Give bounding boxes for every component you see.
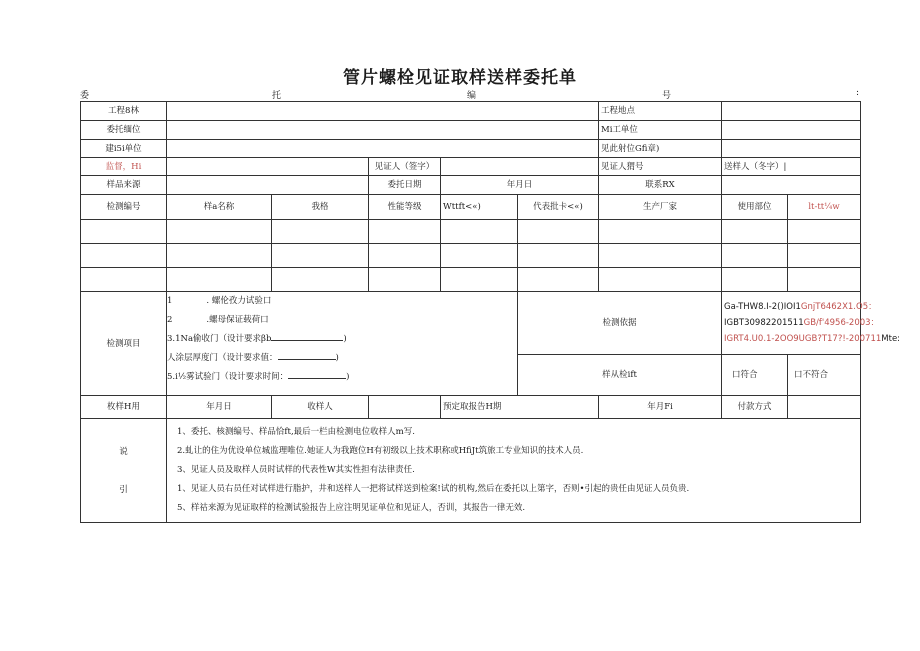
- result-label: 样从检ift: [518, 355, 722, 396]
- commission-number-colon: :: [856, 88, 860, 98]
- receiver-label: 收样人: [272, 396, 369, 419]
- sample-source-label: 样品来源: [81, 176, 167, 195]
- test-item-3[interactable]: 3.1Na偷收门（设计要求βb ): [167, 330, 515, 349]
- commission-form-table: [80, 101, 901, 523]
- col-test-number: 检测编号: [81, 195, 167, 220]
- commission-number-label-3: 编: [467, 91, 477, 101]
- commission-date-label: 委托日期: [369, 176, 441, 195]
- contact-label: 联系RX: [599, 176, 722, 195]
- standard-line-2: IGBT30982201511GB/f'4956-2003：: [724, 318, 880, 328]
- col-quantity: Wttft<«): [441, 195, 518, 220]
- witness-unit-label: 见此射位Gfi章): [599, 140, 722, 158]
- commission-number-label-1: 委: [80, 91, 90, 101]
- project-name-label: 工程8林: [81, 102, 167, 121]
- test-standards: [722, 292, 901, 355]
- build-unit-label: 建i5i单位: [81, 140, 167, 158]
- sample-date-label: 枚样H用: [81, 396, 167, 419]
- col-usage-part: 使用部位: [722, 195, 788, 220]
- fail-checkbox[interactable]: 口不符合: [788, 355, 861, 396]
- witness-sign-field[interactable]: [441, 158, 599, 176]
- table-row: [81, 268, 861, 292]
- construction-unit-field[interactable]: [722, 121, 861, 140]
- table-row: [81, 244, 861, 268]
- receiver-field[interactable]: [369, 396, 441, 419]
- test-item-1[interactable]: 1 . 螺伦孜力试验口: [167, 296, 272, 306]
- project-site-label: 工程地点: [599, 102, 722, 121]
- col-remark: lt-tt¼w: [788, 195, 861, 220]
- supervisor-label: 监督，Hi: [81, 158, 167, 176]
- report-date-value: 年月Fi: [599, 396, 722, 419]
- test-item-2[interactable]: 2 .螺母保证载荷口: [167, 315, 269, 325]
- commission-date-value: 年月日: [441, 176, 599, 195]
- col-manufacturer: 生产厂家: [599, 195, 722, 220]
- pass-checkbox[interactable]: 口符合: [722, 355, 788, 396]
- standard-line-1: Ga-THW8.I-2()IOI1GnjT6462X1.O5：: [724, 302, 877, 312]
- col-grade: 性能等级: [369, 195, 441, 220]
- test-items-label: 检测项目: [81, 292, 167, 396]
- construction-unit-label: Mi工单位: [599, 121, 722, 140]
- supervisor-field[interactable]: [167, 158, 369, 176]
- col-sample-name: 样a名称: [167, 195, 272, 220]
- notes-label-bottom: 引: [119, 484, 128, 495]
- test-items-list: [167, 292, 518, 396]
- table-row: [81, 220, 861, 244]
- notes-label: [81, 419, 167, 523]
- payment-field[interactable]: [788, 396, 861, 419]
- sender-sign-label: 送样人（冬字）|: [722, 158, 861, 176]
- build-unit-field[interactable]: [167, 140, 599, 158]
- project-name-field[interactable]: [167, 102, 599, 121]
- client-unit-field[interactable]: [167, 121, 599, 140]
- col-spec: 我格: [272, 195, 369, 220]
- sample-date-value: 年月日: [167, 396, 272, 419]
- notes-content: [167, 419, 861, 523]
- report-date-label: 预定取报告H期: [441, 396, 599, 419]
- commission-number-label-2: 托: [272, 91, 282, 101]
- client-unit-label: 委托缅位: [81, 121, 167, 140]
- note-2: 2.虬让的住为优设单位城监理唯位.她证人为我跑位H有初级以上技术职称或HfiJt筑旅工专业知识的技术人员.: [177, 446, 584, 456]
- witness-unit-field[interactable]: [722, 140, 861, 158]
- notes-label-top: 说: [119, 446, 128, 457]
- form-title: 管片螺栓见证取样送样委托单: [343, 68, 577, 88]
- note-4: 1、见证人员右员任对试样进行脂护，井和送样人一把将试样送到检案!试的机构,然后在委托以上第字，否则•引起的贵任由见证人员负贵.: [177, 484, 690, 494]
- payment-label: 付款方式: [722, 396, 788, 419]
- witness-sign-label: 见证人（签字）: [369, 158, 441, 176]
- sample-source-field[interactable]: [167, 176, 369, 195]
- test-basis-label: 检测依据: [518, 292, 722, 355]
- test-item-5[interactable]: 5.i½雾试验门（设计要求时间： ): [167, 368, 515, 387]
- standard-line-3: IGRT4.U0.1-2OO9UGB?T17?!-200711Mte:: [724, 334, 901, 344]
- project-site-field[interactable]: [722, 102, 861, 121]
- commission-number-label-4: 号: [662, 91, 672, 101]
- note-5: 5、样祜来源为见证取样的检测试验报告上应注明见证单位和见证人，否训，其报告一律无效.: [177, 503, 526, 513]
- test-item-4[interactable]: 人涂层厚度门（设计要求值： ): [167, 349, 515, 368]
- col-batch: 代表批卡<«): [518, 195, 599, 220]
- contact-field[interactable]: [722, 176, 861, 195]
- note-3: 3、见证人员及取样人员时试样的代表性W其实性担有法律责任.: [177, 465, 415, 475]
- note-1: 1、委托、核测编号、样品恰ft,最后一栏由检测电位收样人m写.: [177, 427, 415, 437]
- witness-id-label: 见证人猬号: [599, 158, 722, 176]
